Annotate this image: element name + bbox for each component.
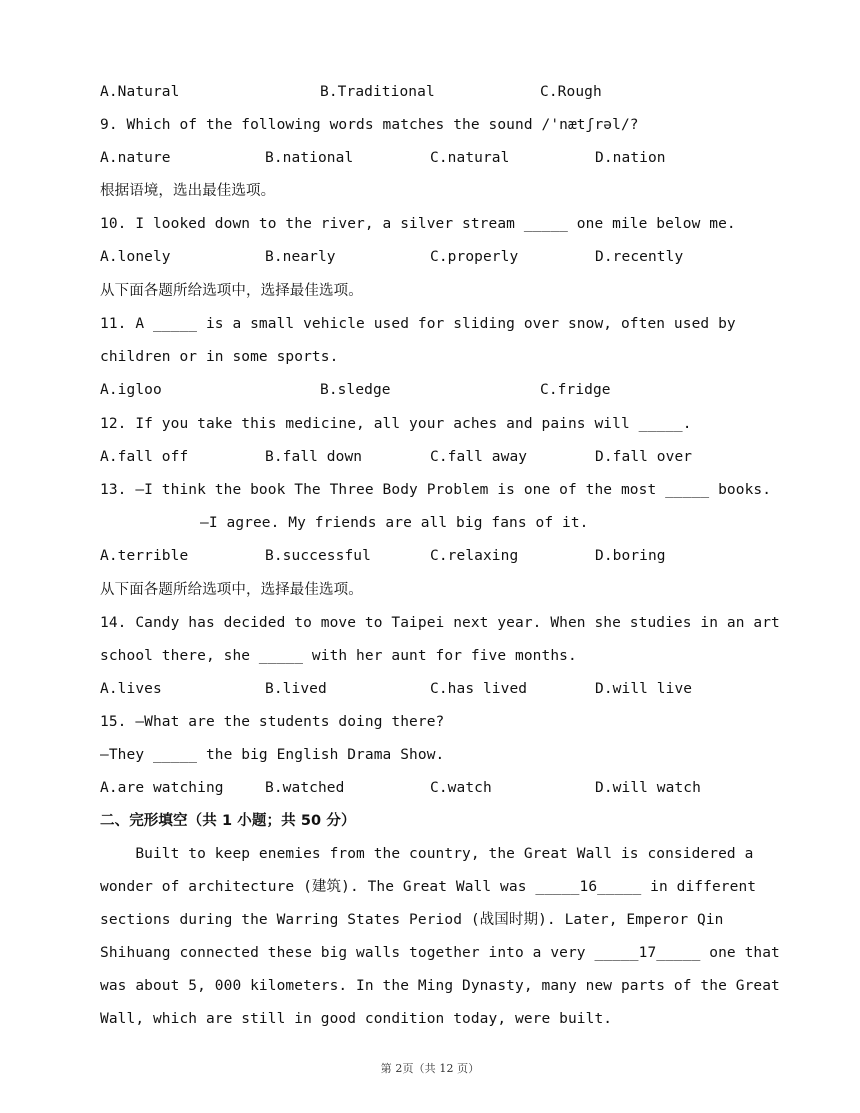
section2-heading: 二、完形填空（共 1 小题；共 50 分） (100, 813, 356, 829)
q14-stem-line2: school there, she _____ with her aunt for five months. (100, 648, 577, 664)
q10-option-d: D.recently (595, 249, 684, 265)
passage-line: Wall, which are still in good condition today, were built. (100, 1011, 613, 1027)
passage-line: was about 5, 000 kilometers. In the Ming Dynasty, many new parts of the Great (100, 978, 780, 994)
q9-option-a: A.nature (100, 150, 171, 166)
q8-option-b: B.Traditional (320, 84, 435, 100)
q11-stem-line2: children or in some sports. (100, 349, 339, 365)
instruction-choose: 从下面各题所给选项中，选择最佳选项。 (100, 582, 363, 598)
q12-option-d: D.fall over (595, 449, 693, 465)
q14-option-c: C.has lived (430, 681, 528, 697)
q12-option-c: C.fall away (430, 449, 528, 465)
q13-option-c: C.relaxing (430, 548, 519, 564)
instruction-context: 根据语境，选出最佳选项。 (100, 183, 276, 199)
q14-stem-line1: 14. Candy has decided to move to Taipei next year. When she studies in an art (100, 615, 780, 631)
q11-option-b: B.sledge (320, 382, 391, 398)
q13-option-b: B.successful (265, 548, 371, 564)
page-footer: 第 2页（共 12 页） (380, 1062, 480, 1075)
q8-option-a: A.Natural (100, 84, 180, 100)
q10-option-c: C.properly (430, 249, 519, 265)
passage-line: wonder of architecture (建筑). The Great Wall was _____16_____ in different (100, 879, 757, 895)
q15-option-a: A.are watching (100, 780, 224, 796)
q13-stem-line1: 13. —I think the book The Three Body Problem is one of the most _____ books. (100, 482, 772, 498)
q8-option-c: C.Rough (540, 84, 602, 100)
passage-line: sections during the Warring States Period (战国时期). Later, Emperor Qin (100, 912, 724, 928)
instruction-choose: 从下面各题所给选项中，选择最佳选项。 (100, 283, 363, 299)
q15-stem-line2: —They _____ the big English Drama Show. (100, 747, 445, 763)
passage-line: Shihuang connected these big walls together into a very _____17_____ one that (100, 945, 780, 961)
q11-option-a: A.igloo (100, 382, 162, 398)
q11-stem-line1: 11. A _____ is a small vehicle used for sliding over snow, often used by (100, 316, 736, 332)
q14-option-b: B.lived (265, 681, 327, 697)
q9-stem: 9. Which of the following words matches the sound /'nætʃrəl/? (100, 117, 639, 133)
q12-option-b: B.fall down (265, 449, 363, 465)
q10-option-a: A.lonely (100, 249, 171, 265)
q15-option-b: B.watched (265, 780, 345, 796)
q15-option-d: D.will watch (595, 780, 701, 796)
q15-stem-line1: 15. —What are the students doing there? (100, 714, 445, 730)
q14-option-a: A.lives (100, 681, 162, 697)
q9-option-c: C.natural (430, 150, 510, 166)
q10-option-b: B.nearly (265, 249, 336, 265)
q15-option-c: C.watch (430, 780, 492, 796)
q10-stem: 10. I looked down to the river, a silver stream _____ one mile below me. (100, 216, 736, 232)
q9-option-b: B.national (265, 150, 354, 166)
passage-line: Built to keep enemies from the country, the Great Wall is considered a (100, 846, 754, 862)
q14-option-d: D.will live (595, 681, 693, 697)
q11-option-c: C.fridge (540, 382, 611, 398)
q13-stem-line2: —I agree. My friends are all big fans of it. (200, 515, 589, 531)
q13-option-d: D.boring (595, 548, 666, 564)
q13-option-a: A.terrible (100, 548, 189, 564)
q9-option-d: D.nation (595, 150, 666, 166)
q12-option-a: A.fall off (100, 449, 189, 465)
q12-stem: 12. If you take this medicine, all your aches and pains will _____. (100, 416, 692, 432)
